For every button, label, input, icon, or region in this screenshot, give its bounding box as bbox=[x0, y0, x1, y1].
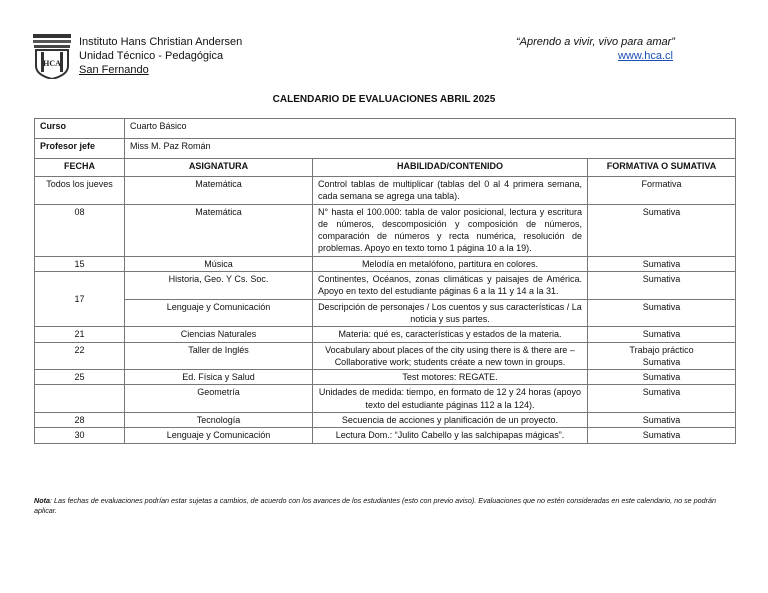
cell-tipo: Sumativa bbox=[588, 299, 736, 327]
curso-label: Curso bbox=[35, 119, 125, 139]
institution-header bbox=[79, 35, 242, 77]
table-row bbox=[35, 370, 736, 385]
cell-tipo: Sumativa bbox=[588, 204, 736, 256]
table-row bbox=[35, 327, 736, 342]
cell-fecha: 30 bbox=[35, 428, 125, 443]
cell-fecha: 08 bbox=[35, 204, 125, 256]
cell-asignatura: Matemática bbox=[125, 177, 313, 205]
cell-contenido: Test motores: REGATE. bbox=[313, 370, 588, 385]
cell-tipo: Sumativa bbox=[588, 413, 736, 428]
col-header-contenido: HABILIDAD/CONTENIDO bbox=[313, 159, 588, 177]
table-header-row bbox=[35, 159, 736, 177]
cell-fecha: 25 bbox=[35, 370, 125, 385]
curso-row bbox=[35, 119, 736, 139]
cell-tipo bbox=[588, 342, 736, 370]
evaluation-calendar-table bbox=[34, 118, 736, 444]
table-row bbox=[35, 272, 736, 300]
profesor-value: Miss M. Paz Román bbox=[125, 139, 736, 159]
cell-contenido: Secuencia de acciones y planificación de un proyecto. bbox=[313, 413, 588, 428]
footnote-label: Nota bbox=[34, 496, 50, 505]
table-row bbox=[35, 177, 736, 205]
cell-tipo: Sumativa bbox=[588, 327, 736, 342]
school-motto: “Aprendo a vivir, vivo para amar” bbox=[516, 36, 675, 48]
cell-fecha: Todos los jueves bbox=[35, 177, 125, 205]
table-row bbox=[35, 413, 736, 428]
col-header-tipo: FORMATIVA O SUMATIVA bbox=[588, 159, 736, 177]
cell-tipo-line2: Sumativa bbox=[642, 356, 681, 367]
cell-tipo: Sumativa bbox=[588, 272, 736, 300]
col-header-asignatura: ASIGNATURA bbox=[125, 159, 313, 177]
city-name: San Fernando bbox=[79, 64, 149, 76]
table-row bbox=[35, 204, 736, 256]
cell-tipo: Sumativa bbox=[588, 385, 736, 413]
cell-fecha: 17 bbox=[35, 272, 125, 327]
website-link[interactable]: www.hca.cl bbox=[617, 50, 673, 62]
unit-name: Unidad Técnico - Pedagógica bbox=[79, 50, 224, 62]
cell-fecha bbox=[35, 385, 125, 413]
table-row bbox=[35, 342, 736, 370]
cell-contenido: N° hasta el 100.000: tabla de valor posicional, lectura y escritura de números, descomposición y composición de números, comparación de números y recta numérica, resolución de problemas. Apoyo en texto tomo 1 página 10 a la 19). bbox=[313, 204, 588, 256]
cell-contenido: Descripción de personajes / Los cuentos y sus características / La noticia y sus partes. bbox=[313, 299, 588, 327]
cell-tipo: Sumativa bbox=[588, 370, 736, 385]
cell-contenido: Vocabulary about places of the city using there is & there are – Collaborative work; students créate a new town in groups. bbox=[313, 342, 588, 370]
cell-asignatura: Lenguaje y Comunicación bbox=[125, 299, 313, 327]
school-logo bbox=[33, 34, 71, 79]
cell-contenido: Lectura Dom.: “Julito Cabello y las salchipapas mágicas”. bbox=[313, 428, 588, 443]
cell-fecha: 28 bbox=[35, 413, 125, 428]
page-title: CALENDARIO DE EVALUACIONES ABRIL 2025 bbox=[272, 94, 496, 105]
table-row bbox=[35, 385, 736, 413]
cell-tipo: Sumativa bbox=[588, 256, 736, 271]
col-header-fecha: FECHA bbox=[35, 159, 125, 177]
cell-contenido: Unidades de medida: tiempo, en formato de 12 y 24 horas (apoyo texto del estudiante páginas 112 a la 124). bbox=[313, 385, 588, 413]
cell-asignatura: Taller de Inglés bbox=[125, 342, 313, 370]
cell-asignatura: Historia, Geo. Y Cs. Soc. bbox=[125, 272, 313, 300]
cell-asignatura: Matemática bbox=[125, 204, 313, 256]
cell-contenido: Melodía en metalófono, partitura en colores. bbox=[313, 256, 588, 271]
cell-asignatura: Ciencias Naturales bbox=[125, 327, 313, 342]
svg-text:HCA: HCA bbox=[43, 59, 61, 68]
cell-asignatura: Música bbox=[125, 256, 313, 271]
profesor-row bbox=[35, 139, 736, 159]
cell-contenido: Control tablas de multiplicar (tablas del 0 al 4 primera semana, cada semana se agrega una tabla). bbox=[313, 177, 588, 205]
curso-value: Cuarto Básico bbox=[125, 119, 736, 139]
cell-contenido: Materia: qué es, características y estados de la materia. bbox=[313, 327, 588, 342]
cell-fecha: 22 bbox=[35, 342, 125, 370]
cell-contenido: Continentes, Océanos, zonas climáticas y paisajes de América. Apoyo en texto del estudiante páginas 6 a la 11 y 14 a la 31. bbox=[313, 272, 588, 300]
table-row bbox=[35, 299, 736, 327]
cell-tipo: Formativa bbox=[588, 177, 736, 205]
cell-fecha: 21 bbox=[35, 327, 125, 342]
footnote-text: : Las fechas de evaluaciones podrían estar sujetas a cambios, de acuerdo con los avances de los estudiantes (esto con previo aviso). Evaluaciones que no estén consideradas en este calendario, no se podrán aplicar. bbox=[34, 496, 717, 515]
cell-tipo-line1: Trabajo práctico bbox=[629, 344, 694, 355]
cell-fecha: 15 bbox=[35, 256, 125, 271]
profesor-label: Profesor jefe bbox=[35, 139, 125, 159]
table-row bbox=[35, 428, 736, 443]
footnote bbox=[34, 496, 739, 516]
cell-asignatura: Ed. Física y Salud bbox=[125, 370, 313, 385]
cell-asignatura: Lenguaje y Comunicación bbox=[125, 428, 313, 443]
cell-asignatura: Tecnología bbox=[125, 413, 313, 428]
cell-asignatura: Geometría bbox=[125, 385, 313, 413]
institution-name: Instituto Hans Christian Andersen bbox=[79, 36, 243, 48]
cell-tipo: Sumativa bbox=[588, 428, 736, 443]
table-row bbox=[35, 256, 736, 271]
